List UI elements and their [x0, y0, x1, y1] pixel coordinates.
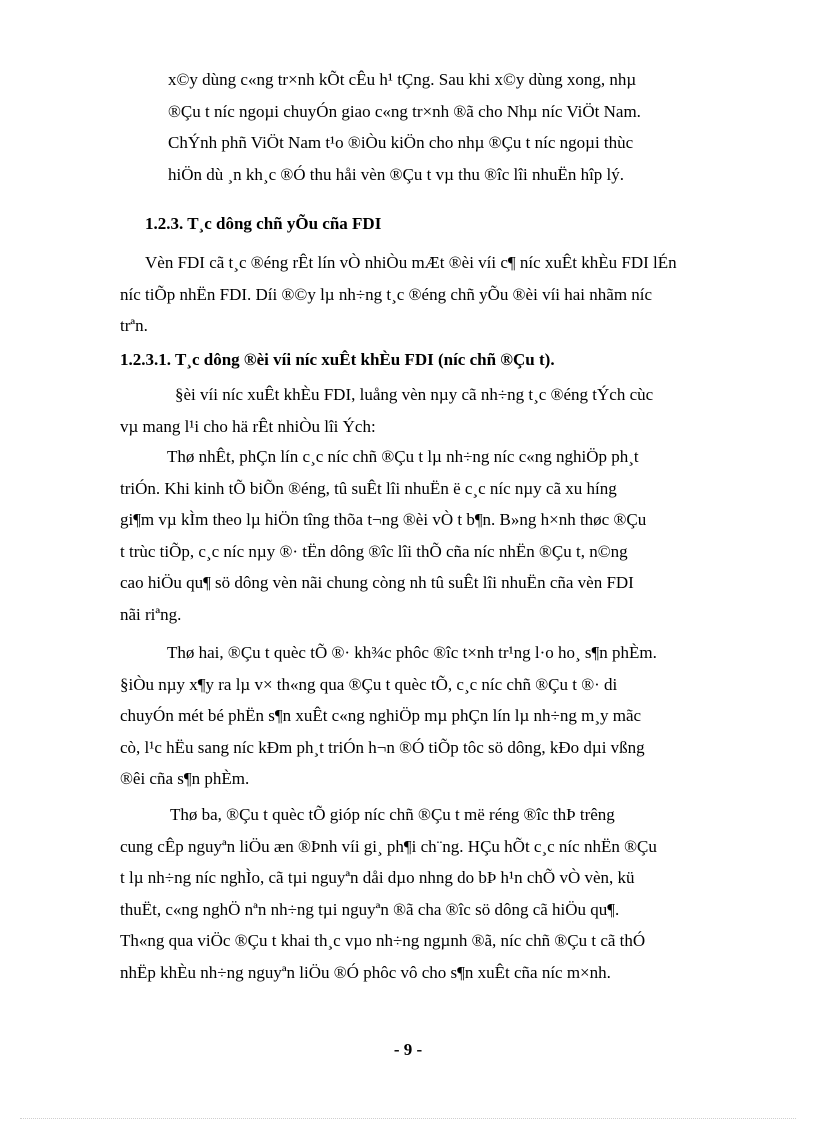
text-line: Thø ba, ®Çu t quèc tÕ gióp níc chñ ®Çu t më réng ®îc thÞ trêng — [170, 805, 615, 824]
paragraph-intro-benefits — [120, 379, 740, 442]
text-line: x©y dùng c«ng tr×nh kÕt cÊu h¹ tÇng. Sau khi x©y dùng xong, nhµ — [168, 70, 637, 89]
section-heading: 1.2.3. T¸c dông chñ yÕu cña FDI — [145, 214, 382, 233]
paragraph-first-benefit — [120, 441, 740, 630]
paragraph-bot-continuation — [168, 64, 740, 190]
text-line: Thø nhÊt, phÇn lín c¸c níc chñ ®Çu t lµ nh÷ng níc c«ng nghiÖp ph¸t — [167, 447, 639, 466]
text-line: vµ mang l¹i cho hä rÊt nhiÒu lîi Ých: — [120, 416, 376, 436]
text-line: §èi víi níc xuÊt khÈu FDI, luång vèn nµy cã nh÷ng t¸c ®éng tÝch cùc — [175, 385, 654, 404]
text-line: triÓn. Khi kinh tÕ biÕn ®éng, tû suÊt lîi nhuËn ë c¸c níc nµy cã xu híng — [120, 478, 617, 498]
text-line: nãi riªng. — [120, 604, 182, 624]
subsection-heading: 1.2.3.1. T¸c dông ®èi víi níc xuÊt khÈu FDI (níc chñ ®Çu t). — [120, 350, 555, 369]
text-line: t trùc tiÕp, c¸c níc nµy ®· tËn dông ®îc lîi thÕ cña níc nhËn ®Çu t, n©ng — [120, 541, 628, 561]
text-line: §iÒu nµy x¶y ra lµ v× th«ng qua ®Çu t quèc tÕ, c¸c níc chñ ®Çu t ®· di — [120, 674, 618, 694]
text-line: Vèn FDI cã t¸c ®éng rÊt lín vÒ nhiÒu mÆt ®èi víi c¶ níc xuÊt khÈu FDI lÉn — [145, 253, 677, 272]
paragraph-intro — [120, 247, 740, 342]
text-line: nhËp khÈu nh÷ng nguyªn liÖu ®Ó phôc vô cho s¶n xuÊt cña níc m×nh. — [120, 962, 611, 982]
page-number: - 9 - — [393, 1040, 423, 1059]
text-line: ®Çu t níc ngoµi chuyÓn giao c«ng tr×nh ®ã cho Nhµ níc ViÖt Nam. — [168, 101, 641, 121]
text-line: gi¶m vµ kÌm theo lµ hiÖn tîng thõa t¬ng ®èi vÒ t b¶n. B»ng h×nh thøc ®Çu — [120, 510, 647, 529]
text-line: cò, l¹c hËu sang níc kÐm ph¸t triÓn h¬n ®Ó tiÕp tôc sö dông, kÐo dµi vßng — [120, 737, 645, 757]
text-line: cao hiÖu qu¶ sö dông vèn nãi chung còng nh tû suÊt lîi nhuËn cña vèn FDI — [120, 573, 634, 592]
text-line: t lµ nh÷ng níc nghÌo, cã tµi nguyªn dåi dµo nhng do bÞ h¹n chÕ vÒ vèn, kü — [120, 868, 635, 887]
text-line: ChÝnh phñ ViÖt Nam t¹o ®iÒu kiÖn cho nhµ ®Çu t níc ngoµi thùc — [168, 133, 634, 152]
text-line: Thø hai, ®Çu t quèc tÕ ®· kh¾c phôc ®îc t×nh tr¹ng l·o ho¸ s¶n phÈm. — [167, 643, 657, 662]
text-line: níc tiÕp nhËn FDI. Díi ®©y lµ nh÷ng t¸c ®éng chñ yÕu ®èi víi hai nhãm níc — [120, 284, 653, 304]
text-line: Th«ng qua viÖc ®Çu t khai th¸c vµo nh÷ng ngµnh ®ã, níc chñ ®Çu t cã thÓ — [120, 931, 646, 950]
page-edge-divider — [20, 1118, 796, 1119]
text-line: ®êi cña s¶n phÈm. — [120, 769, 250, 788]
paragraph-second-benefit — [120, 637, 740, 795]
text-line: hiÖn dù ¸n kh¸c ®Ó thu håi vèn ®Çu t vµ thu ®îc lîi nhuËn hîp lý. — [168, 164, 625, 184]
paragraph-third-benefit — [120, 799, 740, 988]
text-line: cung cÊp nguyªn liÖu æn ®Þnh víi gi¸ ph¶i ch¨ng. HÇu hÕt c¸c níc nhËn ®Çu — [120, 836, 657, 856]
text-line: chuyÓn mét bé phËn s¶n xuÊt c«ng nghiÖp mµ phÇn lín lµ nh÷ng m¸y mãc — [120, 706, 642, 725]
text-line: thuËt, c«ng nghÖ nªn nh÷ng tµi nguyªn ®ã cha ®îc sö dông cã hiÖu qu¶. — [120, 899, 620, 919]
text-line: trªn. — [120, 316, 148, 335]
